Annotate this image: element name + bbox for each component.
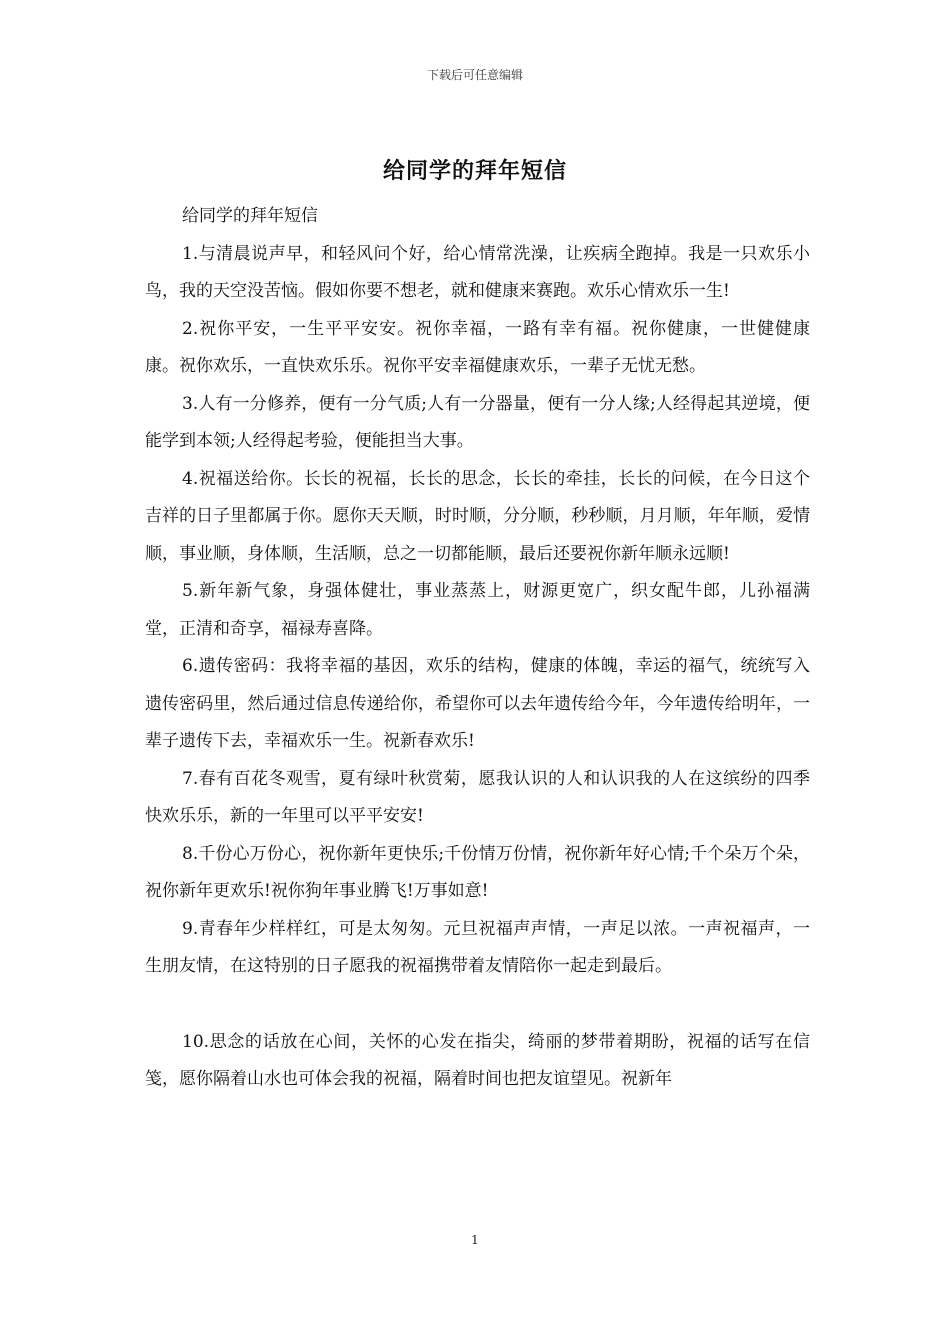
paragraph-8: 8.千份心万份心，祝你新年更快乐;千份情万份情，祝你新年好心情;千个朵万个朵，祝你新年更欢乐!祝你狗年事业腾飞!万事如意! bbox=[145, 843, 810, 901]
page-number: 1 bbox=[471, 1233, 479, 1247]
header-note: 下载后可任意编辑 bbox=[426, 68, 523, 82]
intro-paragraph: 给同学的拜年短信 bbox=[182, 206, 318, 226]
paragraph-3: 3.人有一分修养，便有一分气质;人有一分器量，便有一分人缘;人经得起其逆境，便能学到本领;人经得起考验，便能担当大事。 bbox=[145, 393, 810, 451]
document-body bbox=[145, 198, 810, 1099]
paragraph-2: 2.祝你平安，一生平平安安。祝你幸福，一路有幸有福。祝你健康，一世健健康康。祝你欢乐，一直快欢乐乐。祝你平安幸福健康欢乐，一辈子无忧无愁。 bbox=[145, 318, 810, 376]
paragraph-5: 5.新年新气象，身强体健壮，事业蒸蒸上，财源更宽广，织女配牛郎，儿孙福满堂，正清和奇享，福禄寿喜降。 bbox=[145, 581, 810, 639]
paragraph-6: 6.遗传密码：我将幸福的基因，欢乐的结构，健康的体魄，幸运的福气，统统写入遗传密码里，然后通过信息传递给你，希望你可以去年遗传给今年，今年遗传给明年，一辈子遗传下去，幸福欢乐一生。祝新春欢乐! bbox=[145, 656, 810, 751]
document-title: 给同学的拜年短信 bbox=[382, 158, 567, 184]
paragraph-7: 7.春有百花冬观雪，夏有绿叶秋赏菊，愿我认识的人和认识我的人在这缤纷的四季快欢乐乐，新的一年里可以平平安安! bbox=[145, 768, 810, 826]
paragraph-1: 1.与清晨说声早，和轻风问个好，给心情常洗澡，让疾病全跑掉。我是一只欢乐小鸟，我的天空没苦恼。假如你要不想老，就和健康来赛跑。欢乐心情欢乐一生! bbox=[145, 243, 810, 301]
paragraph-9: 9.青春年少样样红，可是太匆匆。元旦祝福声声情，一声足以浓。一声祝福声，一生朋友情，在这特别的日子愿我的祝福携带着友情陪你一起走到最后。 bbox=[145, 918, 810, 976]
paragraph-spacer bbox=[145, 986, 810, 1024]
paragraph-10: 10.思念的话放在心间，关怀的心发在指尖，绮丽的梦带着期盼，祝福的话写在信笺，愿你隔着山水也可体会我的祝福，隔着时间也把友谊望见。祝新年 bbox=[145, 1031, 810, 1089]
paragraph-4: 4.祝福送给你。长长的祝福，长长的思念，长长的牵挂，长长的问候，在今日这个吉祥的日子里都属于你。愿你天天顺，时时顺，分分顺，秒秒顺，月月顺，年年顺，爱情顺，事业顺，身体顺，生活顺，总之一切都能顺，最后还要祝你新年顺永远顺! bbox=[145, 468, 810, 564]
